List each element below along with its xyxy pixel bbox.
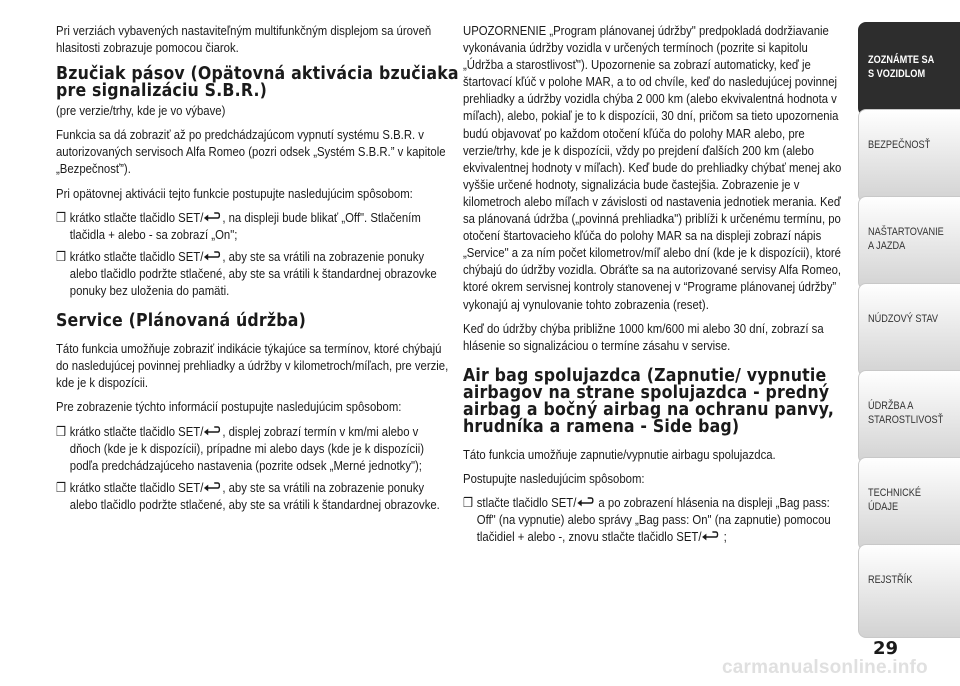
return-arrow-icon <box>576 496 595 508</box>
heading-passenger-airbag: Air bag spolujazdca (Zapnutie/ vypnutie airbagov na strane spolujazdca - predný airbag a bočný airbag na ochranu panvy, hrudníka a ramena - Side bag) <box>463 365 835 437</box>
list-item-text: stlačte tlačidlo SET/ <box>476 494 577 510</box>
left-column <box>56 22 459 518</box>
return-arrow-icon <box>203 425 222 437</box>
return-arrow-icon <box>203 481 222 493</box>
paragraph-maintenance-warning: UPOZORNENIE „Program plánovanej údržby" predpokladá dodržiavanie vykonávania údržby vozidla v určených termínoch (pozrite si kapitolu „Údržba a starostlivosť"). Upozornenie sa zobrazí automaticky, keď je štartovací kľúč v polohe MAR, a to od chvíle, keď do nasledujúcej povinnej prehliadky a údržby vozidla chýba 2 000 km (alebo ekvivalentná hodnota v míľach), alebo, pokiaľ je to k dispozícii, 30 dní, pričom sa tieto upozornenia budú objavovať po každom otočení kľúča do polohy MAR alebo, pre verzie/trhy, kde je k dispozícii, vždy po prejdení ďalších 200 km (alebo ekvivalentnej hodnoty v míľach). Keď bude do prehliadky chýbať menej ako vyššie určené hodnoty, signalizácia bude častejšia. Zobrazenie je v kilometroch alebo míľach v závislosti od nastavenia jednotiek merania. Keď sa plánovaná údržba („povinná prehliadka") priblíži k určenému termínu, po otočení štartovacieho kľúča do polohy MAR sa na displeji zobrazí nápis „Service" a za ním počet kilometrov/míľ alebo dní (kde je k dispozícii), ktoré chýbajú do údržby vozidla. Obráťte sa na autorizované servisy Alfa Romeo, ktoré okrem servisnej kontroly stanovenej v “Programe plánovanej údržby” vykonajú aj vynulovanie tohto zobrazenia (reset). <box>463 23 842 312</box>
list-item-text: krátko stlačte tlačidlo SET/ <box>69 209 204 225</box>
right-column <box>463 22 850 550</box>
bullet-box-icon: ❒ <box>463 494 474 510</box>
tab-starting-driving[interactable] <box>858 196 960 290</box>
heading-service: Service (Plánovaná údržba) <box>56 311 307 332</box>
tab-label: REJSTŘÍK <box>868 574 913 586</box>
bullet-box-icon: ❒ <box>56 209 67 225</box>
list-item-text: , na displeji bude blikať „Off". Stlačením tlačidla + alebo - sa zobrazí „On"; <box>69 209 421 242</box>
tab-label: ZOZNÁMTE SA S VOZIDLOM <box>868 54 934 80</box>
page-number: 29 <box>873 638 899 659</box>
list-item-text: ; <box>720 529 727 545</box>
heading-seatbelt-subtitle: (pre verzie/trhy, kde je vo výbave) <box>56 103 226 119</box>
list-item-text: krátko stlačte tlačidlo SET/ <box>69 479 204 495</box>
watermark: carmanualsonline.info <box>722 657 928 678</box>
tab-safety[interactable] <box>858 109 960 203</box>
heading-seatbelt-buzzer: Bzučiak pásov (Opätovná aktivácia bzučiaka pre signalizáciu S.B.R.) <box>56 64 459 102</box>
tab-label: BEZPEČNOSŤ <box>868 139 931 151</box>
paragraph-airbag-procedure: Postupujte nasledujúcim spôsobom: <box>463 470 645 486</box>
paragraph-maintenance-reminder: Keď do údržby chýba približne 1000 km/600 mi alebo 30 dní, zobrazí sa hlásenie so signalizáciou o termíne zásahu v servise. <box>463 320 824 353</box>
chapter-tabs <box>858 0 960 686</box>
return-arrow-icon <box>702 530 721 542</box>
bullet-box-icon: ❒ <box>56 248 67 264</box>
paragraph-sbr-procedure: Pri opätovnej aktivácii tejto funkcie postupujte nasledujúcim spôsobom: <box>56 185 413 201</box>
tab-label: TECHNICKÉ ÚDAJE <box>868 487 922 513</box>
list-item <box>56 423 452 474</box>
list-item-text: a po zobrazení hlásenia na displeji „Bag pass: Off" (na vypnutie) alebo správy „Bag pass: On" (na zapnutie) pomocou tlačidiel + alebo -, znovu stlačte tlačidlo SET/ <box>476 494 831 545</box>
bullet-box-icon: ❒ <box>56 423 67 439</box>
list-item <box>463 494 850 545</box>
list-item-text: , displej zobrazí termín v km/mi alebo v dňoch (kde je k dispozícii), prípadne mi alebo days (kde je k dispozícii) podľa predchádzajúceho nastavenia (pozrite odsek „Merné jednotky"); <box>69 423 425 473</box>
list-item <box>56 479 452 513</box>
paragraph-service-procedure: Pre zobrazenie týchto informácií postupujte nasledujúcim spôsobom: <box>56 399 402 415</box>
return-arrow-icon <box>203 250 222 262</box>
return-arrow-icon <box>203 211 222 223</box>
list-item-text: krátko stlačte tlačidlo SET/ <box>69 423 204 439</box>
list-item-text: , aby ste sa vrátili na zobrazenie ponuky alebo tlačidlo podržte stlačené, aby ste sa vrátili k štandardnej obrazovke. <box>69 479 440 512</box>
paragraph-airbag-info: Táto funkcia umožňuje zapnutie/vypnutie airbagu spolujazdca. <box>463 446 776 462</box>
tab-label: NÚDZOVÝ STAV <box>868 313 939 325</box>
paragraph-sbr-info: Funkcia sa dá zobraziť až po predchádzajúcom vypnutí systému S.B.R. v autorizovaných servisoch Alfa Romeo (pozri odsek „Systém S.B.R.” v kapitole „Bezpečnosť”). <box>56 127 446 177</box>
list-item-text: krátko stlačte tlačidlo SET/ <box>69 248 204 264</box>
list-item <box>56 209 452 243</box>
paragraph-volume: Pri verziách vybavených nastaviteľným multifunkčným displejom sa úroveň hlasitosti zobrazuje pomocou čiarok. <box>56 23 432 56</box>
tab-emergency[interactable] <box>858 283 960 377</box>
list-item-text: , aby ste sa vrátili na zobrazenie ponuky alebo tlačidlo podržte stlačené, aby ste sa vrátili k štandardnej obrazovke ponuky bez uloženia do pamäti. <box>69 248 437 299</box>
tab-label: NAŠTARTOVANIE A JAZDA <box>868 226 944 252</box>
tab-label: ÚDRŽBA A STAROSTLIVOSŤ <box>868 400 944 426</box>
bullet-box-icon: ❒ <box>56 479 67 495</box>
tab-maintenance[interactable] <box>858 370 960 464</box>
tab-know-your-vehicle[interactable] <box>858 22 960 116</box>
tab-index[interactable] <box>858 544 960 638</box>
paragraph-service-info: Táto funkcia umožňuje zobraziť indikácie týkajúce sa termínov, ktoré chýbajú do nasledujúcej povinnej prehliadky a údržby v kilometroch/míľach, pre verzie, kde je k dispozícii. <box>56 341 449 391</box>
list-item <box>56 248 452 299</box>
tab-technical-data[interactable] <box>858 457 960 551</box>
